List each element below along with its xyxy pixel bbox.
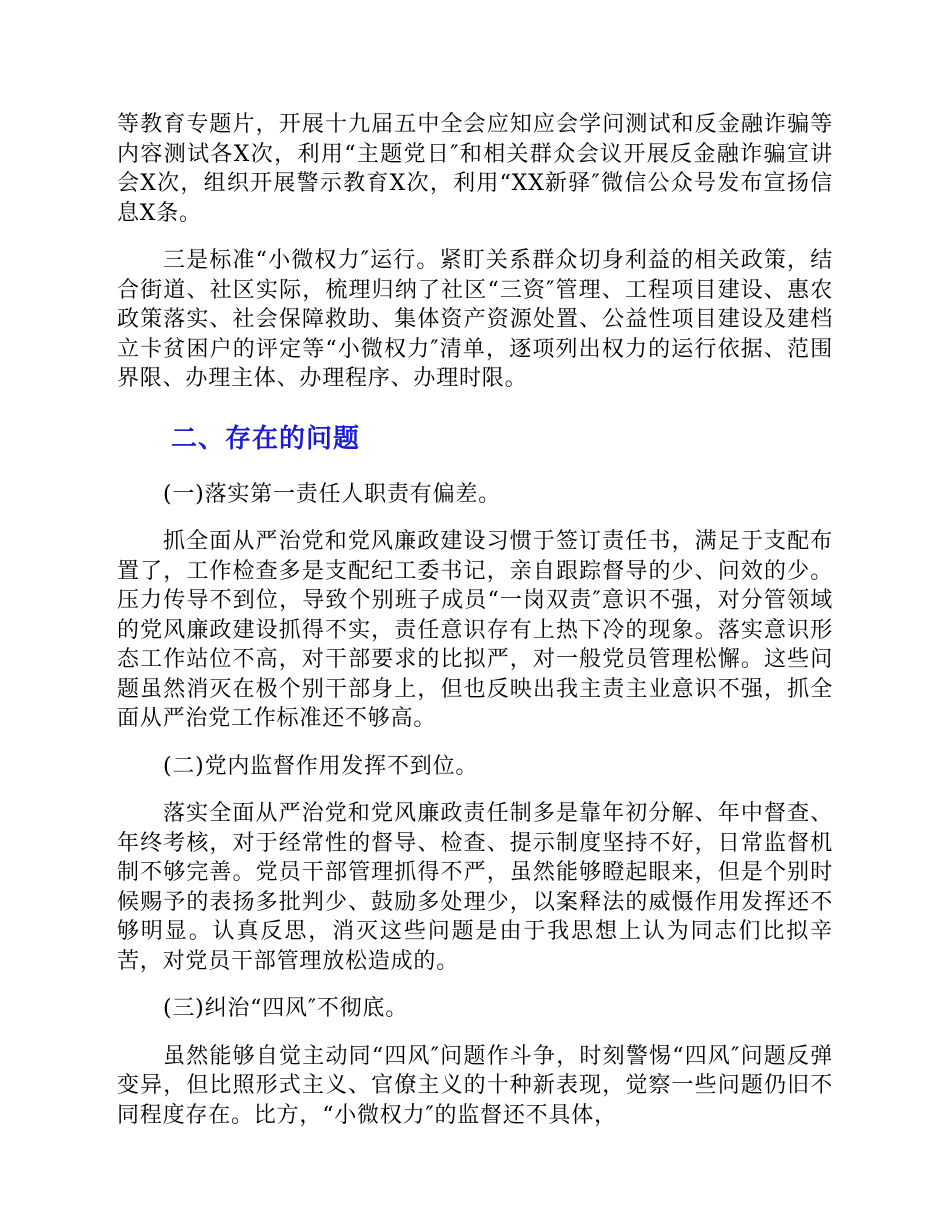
subheading-1: (一)落实第一责任人职责有偏差。 <box>163 481 501 507</box>
paragraph-2: 三是标准“小微权力″运行。紧盯关系群众切身利益的相关政策，结合街道、社区实际，梳理归纳了社区“三资″管理、工程项目建设、惠农政策落实、社会保障救助、集体资产资源处置、公益性项目建设及建档立卡贫困户的评定等“小微权力″清单，逐项列出权力的运行依据、范围界限、办理主体、办理程序、办理时限。 <box>117 248 833 391</box>
paragraph-5: 虽然能够自觉主动同“四风″问题作斗争，时刻警惕“四风″问题反弹变异，但比照形式主义、官僚主义的十种新表现，觉察一些问题仍旧不同程度存在。比方，“小微权力″的监督还不具体， <box>117 1043 833 1128</box>
subheading-2: (二)党内监督作用发挥不到位。 <box>163 753 479 779</box>
paragraph-3: 抓全面从严治党和党风廉政建设习惯于签订责任书，满足于支配布置了，工作检查多是支配纪工委书记，亲自跟踪督导的少、问效的少。压力传导不到位，导致个别班子成员“一岗双责″意识不强，对分管领域的党风廉政建设抓得不实，责任意识存有上热下冷的现象。落实意识形态工作站位不高，对干部要求的比拟严，对一般党员管理松懈。这些问题虽然消灭在极个别干部身上，但也反映出我主责主业意识不强，抓全面从严治党工作标准还不够高。 <box>117 529 833 731</box>
section-heading: 二、存在的问题 <box>171 423 361 454</box>
subheading-3: (三)纠治“四风″不彻底。 <box>163 996 409 1021</box>
paragraph-1: 等教育专题片，开展十九届五中全会应知应会学问测试和反金融诈骗等内容测试各X次，利用“主题党日″和相关群众会议开展反金融诈骗宣讲会X次，组织开展警示教育X次，利用“XX新驿″微信公众号发布宣扬信息X条。 <box>117 112 833 226</box>
document-body <box>117 110 833 1148</box>
paragraph-4: 落实全面从严治党和党风廉政责任制多是靠年初分解、年中督查、年终考核，对于经常性的督导、检查、提示制度坚持不好，日常监督机制不够完善。党员干部管理抓得不严，虽然能够瞪起眼来，但是个别时候赐予的表扬多批判少、鼓励多处理少，以案释法的威慑作用发挥还不够明显。认真反思，消灭这些问题是由于我思想上认为同志们比拟辛苦，对党员干部管理放松造成的。 <box>117 801 833 974</box>
